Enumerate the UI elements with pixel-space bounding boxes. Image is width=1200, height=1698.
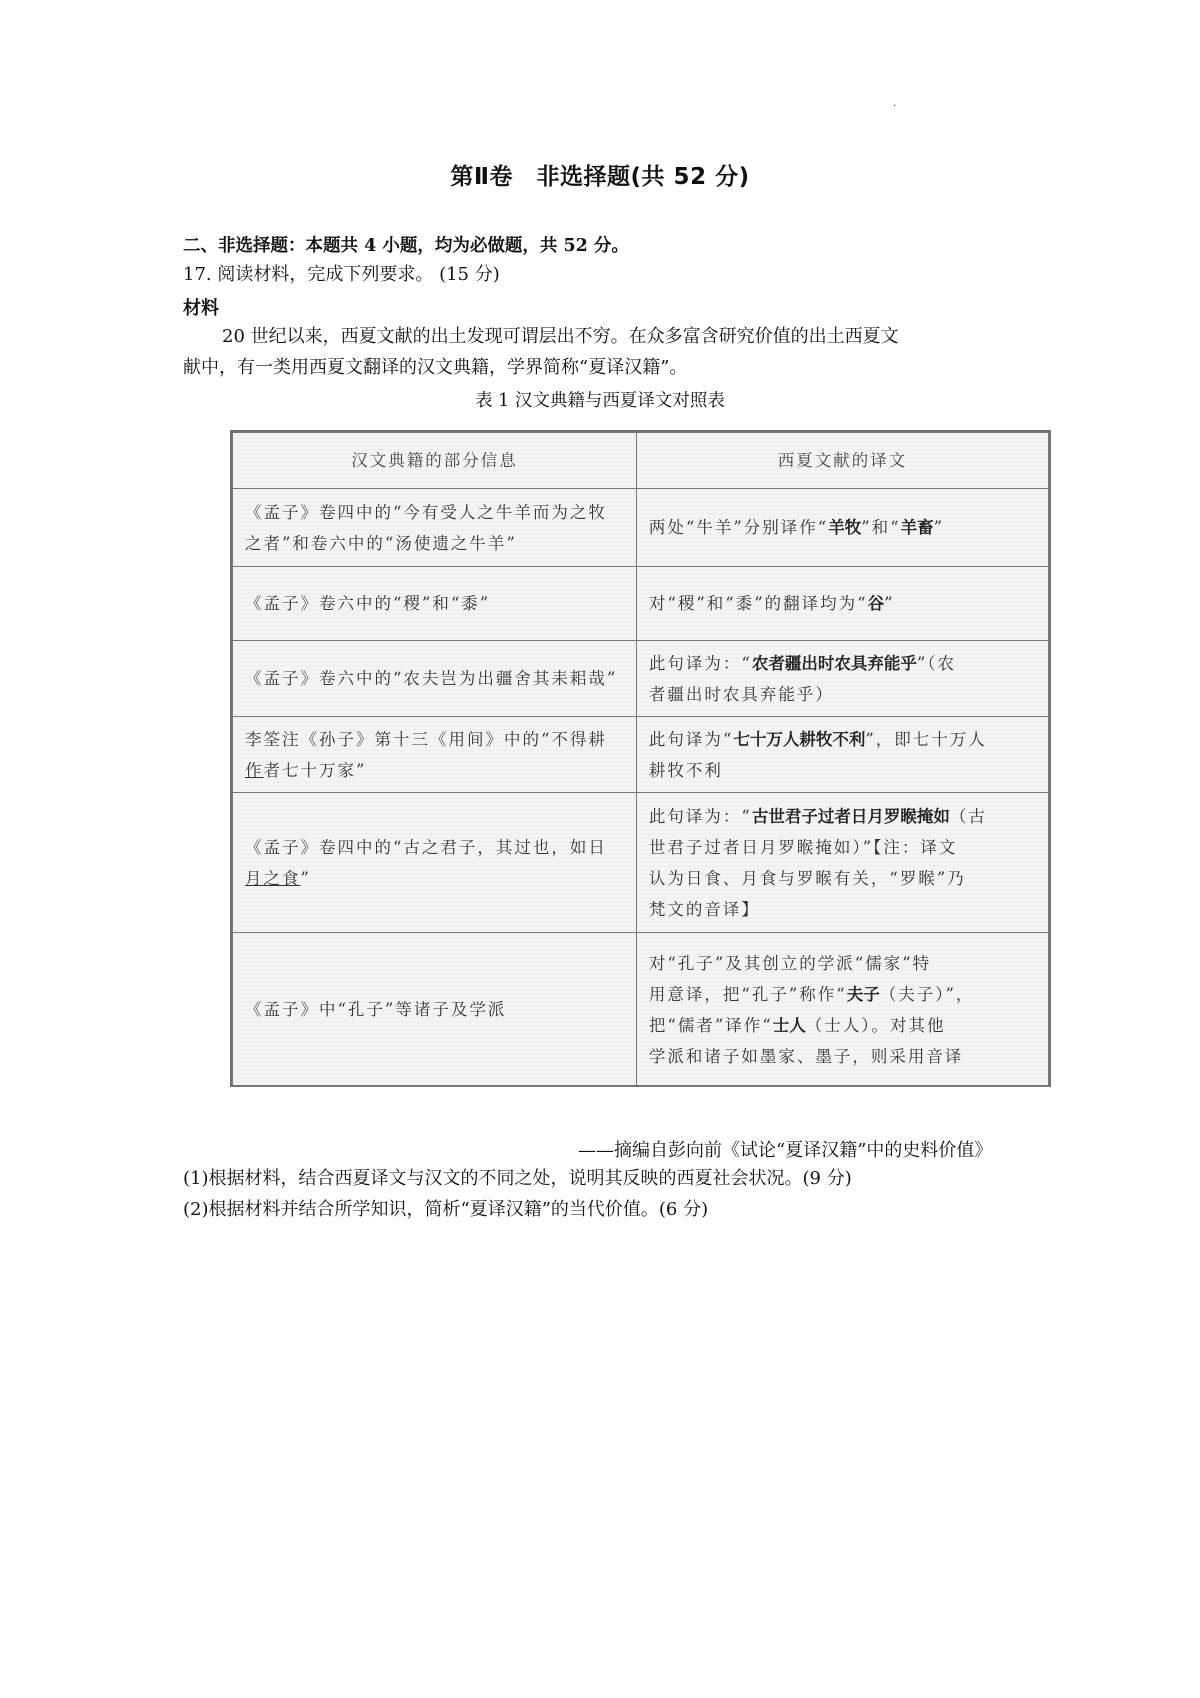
table-cell-source: 《孟子》卷四中的“今有受人之牛羊而为之牧 之者”和卷六中的“汤使遗之牛羊” — [233, 489, 637, 567]
table-header-row — [233, 433, 1049, 489]
table-caption: 表 1 汉文典籍与西夏译文对照表 — [475, 391, 725, 411]
table-row — [233, 793, 1049, 933]
table-row — [233, 933, 1049, 1087]
tangut-glyphs: 羊畜 — [900, 518, 934, 537]
header-chinese-classics: 汉文典籍的部分信息 — [233, 433, 637, 489]
table-cell-translation: 对“稷”和“黍”的翻译均为“谷” — [636, 567, 1048, 641]
table-cell-source: 《孟子》卷四中的“古之君子，其过也，如日 月之食” — [233, 793, 637, 933]
material-paragraph-line-1: 20 世纪以来，西夏文献的出土发现可谓层出不穷。在众多富含研究价值的出土西夏文 — [222, 326, 899, 347]
table-cell-translation: 此句译为“七十万人耕牧不利”，即七十万人 耕牧不利 — [636, 717, 1048, 793]
sub-question-2: (2)根据材料并结合所学知识，简析“夏译汉籍”的当代价值。(6 分) — [183, 1199, 709, 1220]
tangut-glyphs: 农者疆出时农具弃能乎 — [751, 653, 917, 673]
tangut-glyphs: 羊牧 — [828, 518, 862, 537]
table-cell-translation: 此句译为：“农者疆出时农具弃能乎”（农 者疆出时农具弃能乎） — [636, 641, 1048, 717]
material-paragraph-line-2: 献中，有一类用西夏文翻译的汉文典籍，学界简称“夏译汉籍”。 — [183, 357, 688, 378]
table-cell-translation: 此句译为：“古世君子过者日月罗睺掩如（古 世君子过者日月罗睺掩如）”【注：译文 认为日食、月食与罗睺有关，“罗睺”乃 梵文的音译】 — [636, 793, 1048, 933]
header-xixia-translation: 西夏文献的译文 — [636, 433, 1048, 489]
table-row — [233, 641, 1049, 717]
sub-question-1: (1)根据材料，结合西夏译文与汉文的不同之处，说明其反映的西夏社会状况。(9 分) — [183, 1168, 852, 1189]
corner-mark: · — [893, 101, 897, 112]
table-cell-translation: 两处“牛羊”分别译作“羊牧”和“羊畜” — [636, 489, 1048, 567]
comparison-table — [232, 432, 1049, 1087]
tangut-glyphs: 七十万人耕牧不利 — [733, 729, 866, 749]
table-row — [233, 717, 1049, 793]
section-heading: 二、非选择题：本题共 4 小题，均为必做题，共 52 分。 — [183, 236, 629, 256]
source-citation: ——摘编自彭向前《试论“夏译汉籍”中的史料价值》 — [578, 1140, 993, 1161]
tangut-glyphs: 谷 — [867, 594, 885, 613]
question-17-prompt: 17. 阅读材料，完成下列要求。 (15 分) — [183, 264, 500, 285]
table-cell-source: 《孟子》卷六中的“农夫岂为出疆舍其耒耜哉” — [233, 641, 637, 717]
table-row — [233, 567, 1049, 641]
table-cell-source: 李筌注《孙子》第十三《用间》中的“不得耕 作者七十万家” — [233, 717, 637, 793]
tangut-glyphs: 夫子 — [846, 984, 880, 1004]
table-row — [233, 489, 1049, 567]
table-cell-source: 《孟子》卷六中的“稷”和“黍” — [233, 567, 637, 641]
material-label: 材料 — [183, 298, 219, 319]
table-cell-source: 《孟子》中“孔子”等诸子及学派 — [233, 933, 637, 1087]
table-cell-translation: 对“孔子”及其创立的学派“儒家”特 用意译，把“孔子”称作“夫子（夫子）”， 把“儒者”译作“士人（士人）。对其他 学派和诸子如墨家、墨子，则采用音译 — [636, 933, 1048, 1087]
comparison-table-image — [230, 430, 1051, 1087]
tangut-glyphs: 古世君子过者日月罗睺掩如 — [751, 806, 950, 826]
tangut-glyphs: 士人 — [772, 1015, 806, 1035]
page-title: 第Ⅱ卷 非选择题(共 52 分) — [450, 164, 750, 190]
